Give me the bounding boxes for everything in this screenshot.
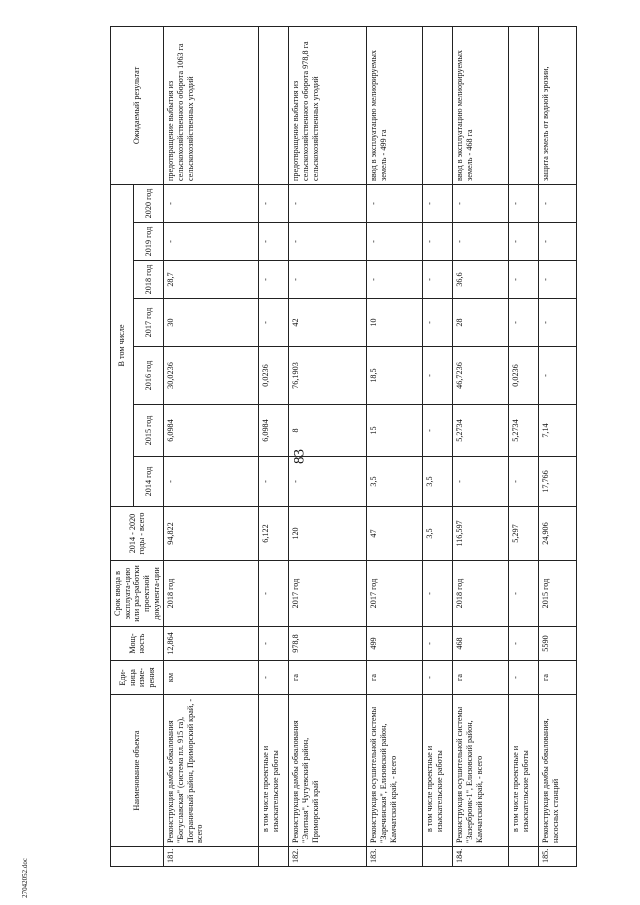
cell-name: Реконструкция дамбы обвалования "Богуславская" (система пл. 915 га), Пограничный район, Приморский край, - всего	[164, 695, 259, 847]
cell-2016: -	[539, 347, 577, 405]
cell-result: предотвращение выбытия из сельскохозяйственного оборота 1063 га сельскохозяйственных угодий	[164, 27, 259, 185]
header-num	[111, 847, 164, 867]
header-incl: В том числе	[111, 185, 134, 507]
cell-capacity: 468	[453, 627, 509, 661]
cell-result: защита земель от водной эрозии,	[539, 27, 577, 185]
cell-2018: 36,6	[453, 261, 509, 299]
cell-capacity: -	[423, 627, 453, 661]
cell-2019: -	[164, 223, 259, 261]
footer-doc-text: 27042052.doc	[21, 857, 29, 898]
cell-capacity: 12,864	[164, 627, 259, 661]
cell-2016: -	[423, 347, 453, 405]
header-name: Наименование объекта	[111, 695, 164, 847]
table-row	[539, 27, 577, 867]
cell-2016: 76,1903	[289, 347, 367, 405]
cell-name: в том числе проектные и изыскательские работы	[259, 695, 289, 847]
cell-2020: -	[423, 185, 453, 223]
cell-2020: -	[259, 185, 289, 223]
cell-total: 116,597	[453, 507, 509, 561]
header-deadline: Срок ввода в эксплуата-цию или раз-работки проектной документа-ции	[111, 561, 164, 627]
header-unit: Еди-ница изме-рения	[111, 661, 164, 695]
cell-unit: -	[423, 661, 453, 695]
cell-unit: га	[539, 661, 577, 695]
cell-total: 6,122	[259, 507, 289, 561]
cell-2019: -	[539, 223, 577, 261]
cell-2020: -	[539, 185, 577, 223]
cell-result	[509, 27, 539, 185]
cell-2014: -	[509, 457, 539, 507]
cell-result: предотвращение выбытия из сельскохозяйственного оборота 978,8 га сельскохозяйственных угодий	[289, 27, 367, 185]
page-number: 83	[291, 449, 308, 464]
cell-unit: га	[367, 661, 423, 695]
header-2019: 2019 год	[134, 223, 164, 261]
cell-total: 24,906	[539, 507, 577, 561]
cell-2020: -	[453, 185, 509, 223]
cell-2019: -	[367, 223, 423, 261]
cell-2019: -	[259, 223, 289, 261]
cell-num: 181.	[164, 847, 259, 867]
cell-name: Реконструкция дамбы обвалования "Элитная", Чугуевский район, Приморский край	[289, 695, 367, 847]
table-row	[289, 27, 367, 867]
cell-2018: -	[289, 261, 367, 299]
cell-2019: -	[509, 223, 539, 261]
cell-2014: -	[259, 457, 289, 507]
cell-2014: -	[164, 457, 259, 507]
cell-name: в том числе проектные и изыскательские работы	[509, 695, 539, 847]
cell-2015: 6,0984	[259, 405, 289, 457]
table-row	[453, 27, 509, 867]
cell-2018: -	[509, 261, 539, 299]
cell-2015: 6,0984	[164, 405, 259, 457]
header-2014: 2014 год	[134, 457, 164, 507]
cell-2015: 7,14	[539, 405, 577, 457]
cell-name: Реконструкция осушительной системы "Зазерброик-1", Елизовский район, Камчатский край, - всего	[453, 695, 509, 847]
header-result: Ожидаемый результат	[111, 27, 164, 185]
table-row	[423, 27, 453, 867]
cell-2014: 3,5	[367, 457, 423, 507]
cell-total: 120	[289, 507, 367, 561]
cell-2020: -	[164, 185, 259, 223]
objects-table	[110, 26, 577, 867]
cell-deadline: -	[259, 561, 289, 627]
cell-capacity: -	[509, 627, 539, 661]
table-row	[259, 27, 289, 867]
header-total: 2014 - 2020 годы - всего	[111, 507, 164, 561]
cell-2015: 5,2734	[509, 405, 539, 457]
cell-2016: 0,0236	[509, 347, 539, 405]
cell-num: 185.	[539, 847, 577, 867]
cell-unit: -	[509, 661, 539, 695]
cell-2017: 42	[289, 299, 367, 347]
cell-num	[509, 847, 539, 867]
header-2017: 2017 год	[134, 299, 164, 347]
cell-2015: 15	[367, 405, 423, 457]
cell-deadline: 2017 год	[289, 561, 367, 627]
cell-2017: 28	[453, 299, 509, 347]
cell-deadline: 2018 год	[453, 561, 509, 627]
header-2020: 2020 год	[134, 185, 164, 223]
table-body	[164, 27, 577, 867]
cell-unit: га	[453, 661, 509, 695]
cell-num	[259, 847, 289, 867]
cell-deadline: -	[509, 561, 539, 627]
footer-doc-id	[18, 855, 32, 900]
cell-result	[423, 27, 453, 185]
header-2015: 2015 год	[134, 405, 164, 457]
cell-deadline: 2018 год	[164, 561, 259, 627]
cell-2020: -	[509, 185, 539, 223]
cell-2014: -	[453, 457, 509, 507]
cell-total: 3,5	[423, 507, 453, 561]
cell-name: Реконструкция осушительной системы "Заречинская", Елизовский район, Камчатский край, - всего	[367, 695, 423, 847]
cell-2016: 18,5	[367, 347, 423, 405]
cell-2015: 8	[289, 405, 367, 457]
cell-capacity: 499	[367, 627, 423, 661]
cell-2020: -	[289, 185, 367, 223]
cell-num	[423, 847, 453, 867]
cell-2014: -	[289, 457, 367, 507]
table-header	[111, 27, 164, 867]
cell-deadline: 2015 год	[539, 561, 577, 627]
cell-result: ввод в эксплуатацию мелиорируемых земель - 468 га	[453, 27, 509, 185]
cell-result	[259, 27, 289, 185]
cell-2015: 5,2734	[453, 405, 509, 457]
cell-num: 182.	[289, 847, 367, 867]
cell-total: 94,822	[164, 507, 259, 561]
cell-2018: 28,7	[164, 261, 259, 299]
cell-total: 5,297	[509, 507, 539, 561]
cell-2019: -	[423, 223, 453, 261]
cell-result: ввод в эксплуатацию мелиорируемых земель - 499 га	[367, 27, 423, 185]
rotated-page	[110, 27, 640, 867]
header-capacity: Мощ-ность	[111, 627, 164, 661]
cell-deadline: 2017 год	[367, 561, 423, 627]
cell-2018: -	[539, 261, 577, 299]
cell-num: 184.	[453, 847, 509, 867]
header-2016: 2016 год	[134, 347, 164, 405]
cell-2018: -	[423, 261, 453, 299]
cell-name: Реконструкция дамбы обвалования, насосных станций	[539, 695, 577, 847]
cell-2017: 30	[164, 299, 259, 347]
cell-2019: -	[453, 223, 509, 261]
cell-capacity: 978,8	[289, 627, 367, 661]
cell-unit: га	[289, 661, 367, 695]
cell-capacity: 5590	[539, 627, 577, 661]
cell-2014: 3,5	[423, 457, 453, 507]
cell-2017: -	[509, 299, 539, 347]
cell-num: 183.	[367, 847, 423, 867]
cell-2017: -	[423, 299, 453, 347]
cell-deadline: -	[423, 561, 453, 627]
table-row	[509, 27, 539, 867]
header-2018: 2018 год	[134, 261, 164, 299]
cell-capacity: -	[259, 627, 289, 661]
cell-2016: 0,0236	[259, 347, 289, 405]
rotated-content	[110, 27, 640, 867]
table-row	[367, 27, 423, 867]
cell-2015: -	[423, 405, 453, 457]
cell-name: в том числе проектные и изыскательские работы	[423, 695, 453, 847]
cell-total: 47	[367, 507, 423, 561]
cell-2016: 46,7236	[453, 347, 509, 405]
cell-2016: 30,0236	[164, 347, 259, 405]
cell-2019: -	[289, 223, 367, 261]
cell-2018: -	[259, 261, 289, 299]
cell-2018: -	[367, 261, 423, 299]
cell-2014: 17,766	[539, 457, 577, 507]
cell-2017: 10	[367, 299, 423, 347]
cell-unit: -	[259, 661, 289, 695]
cell-2017: -	[259, 299, 289, 347]
cell-2020: -	[367, 185, 423, 223]
cell-2017: -	[539, 299, 577, 347]
table-row	[164, 27, 259, 867]
cell-unit: км	[164, 661, 259, 695]
